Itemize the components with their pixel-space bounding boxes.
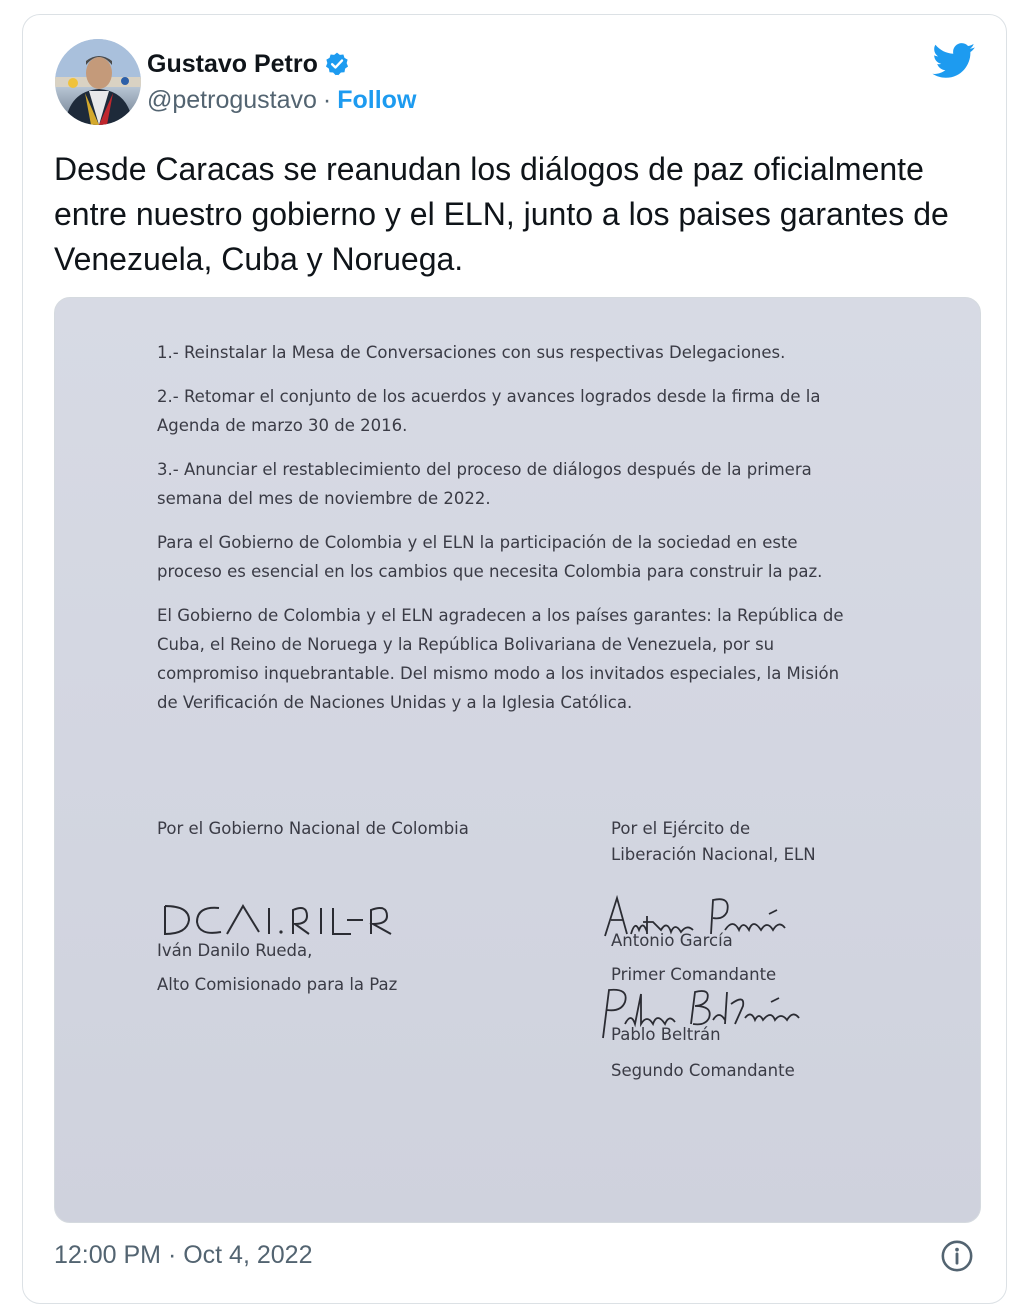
attached-document-photo[interactable] xyxy=(54,297,981,1223)
twitter-bird-icon[interactable] xyxy=(932,43,976,79)
info-icon[interactable] xyxy=(940,1239,974,1273)
eln-signatory1-title: Primer Comandante xyxy=(611,965,777,984)
tweet-timestamp[interactable]: 12:00 PM · Oct 4, 2022 xyxy=(54,1241,313,1269)
document-paragraph: Para el Gobierno de Colombia y el ELN la participación de la sociedad en este proceso es esencial en los cambios que necesita Colombia para construir la paz. xyxy=(157,533,823,581)
eln-heading-line1: Por el Ejército de xyxy=(611,819,751,838)
eln-signatory2-title: Segundo Comandante xyxy=(611,1061,795,1080)
government-signatory-name: Iván Danilo Rueda, xyxy=(157,941,313,960)
eln-heading-line2: Liberación Nacional, ELN xyxy=(611,845,816,864)
author-handle[interactable]: @petrogustavo xyxy=(147,85,317,114)
author-name-row xyxy=(147,47,350,81)
eln-signature-block xyxy=(611,816,911,1084)
avatar[interactable] xyxy=(55,39,141,125)
separator-dot: · xyxy=(322,85,332,114)
tweet-card xyxy=(22,14,1007,1304)
author-name[interactable]: Gustavo Petro xyxy=(147,49,318,78)
document-paragraph: 1.- Reinstalar la Mesa de Conversaciones con sus respectivas Delegaciones. xyxy=(157,343,786,362)
document-paragraph: El Gobierno de Colombia y el ELN agradecen a los países garantes: la República de Cuba, el Reino de Noruega y la República Bolivariana de Venezuela, por su compromiso inquebrantable. Del mismo modo a los invitados especiales, la Misión de Verificación de Naciones Unidas y a la Iglesia Católica. xyxy=(157,606,844,712)
government-heading: Por el Gobierno Nacional de Colombia xyxy=(157,819,469,838)
document-paragraph: 2.- Retomar el conjunto de los acuerdos y avances logrados desde la firma de la Agenda de marzo 30 de 2016. xyxy=(157,387,821,435)
author-handle-row xyxy=(147,83,416,117)
document-body xyxy=(157,338,857,732)
verified-badge-icon xyxy=(324,51,350,77)
tweet-text: Desde Caracas se reanudan los diálogos de paz oficialmente entre nuestro gobierno y el ELN, junto a los paises garantes de Venezuela, Cuba y Noruega. xyxy=(54,151,949,277)
government-signatory-title: Alto Comisionado para la Paz xyxy=(157,975,398,994)
government-signature-block xyxy=(157,816,517,998)
eln-signatory1-name: Antonio García xyxy=(611,931,733,950)
follow-button[interactable]: Follow xyxy=(337,85,417,114)
document-paragraph: 3.- Anunciar el restablecimiento del proceso de diálogos después de la primera semana del mes de noviembre de 2022. xyxy=(157,460,812,508)
profile-photo xyxy=(55,39,141,125)
eln-signatory2-name: Pablo Beltrán xyxy=(611,1025,721,1044)
